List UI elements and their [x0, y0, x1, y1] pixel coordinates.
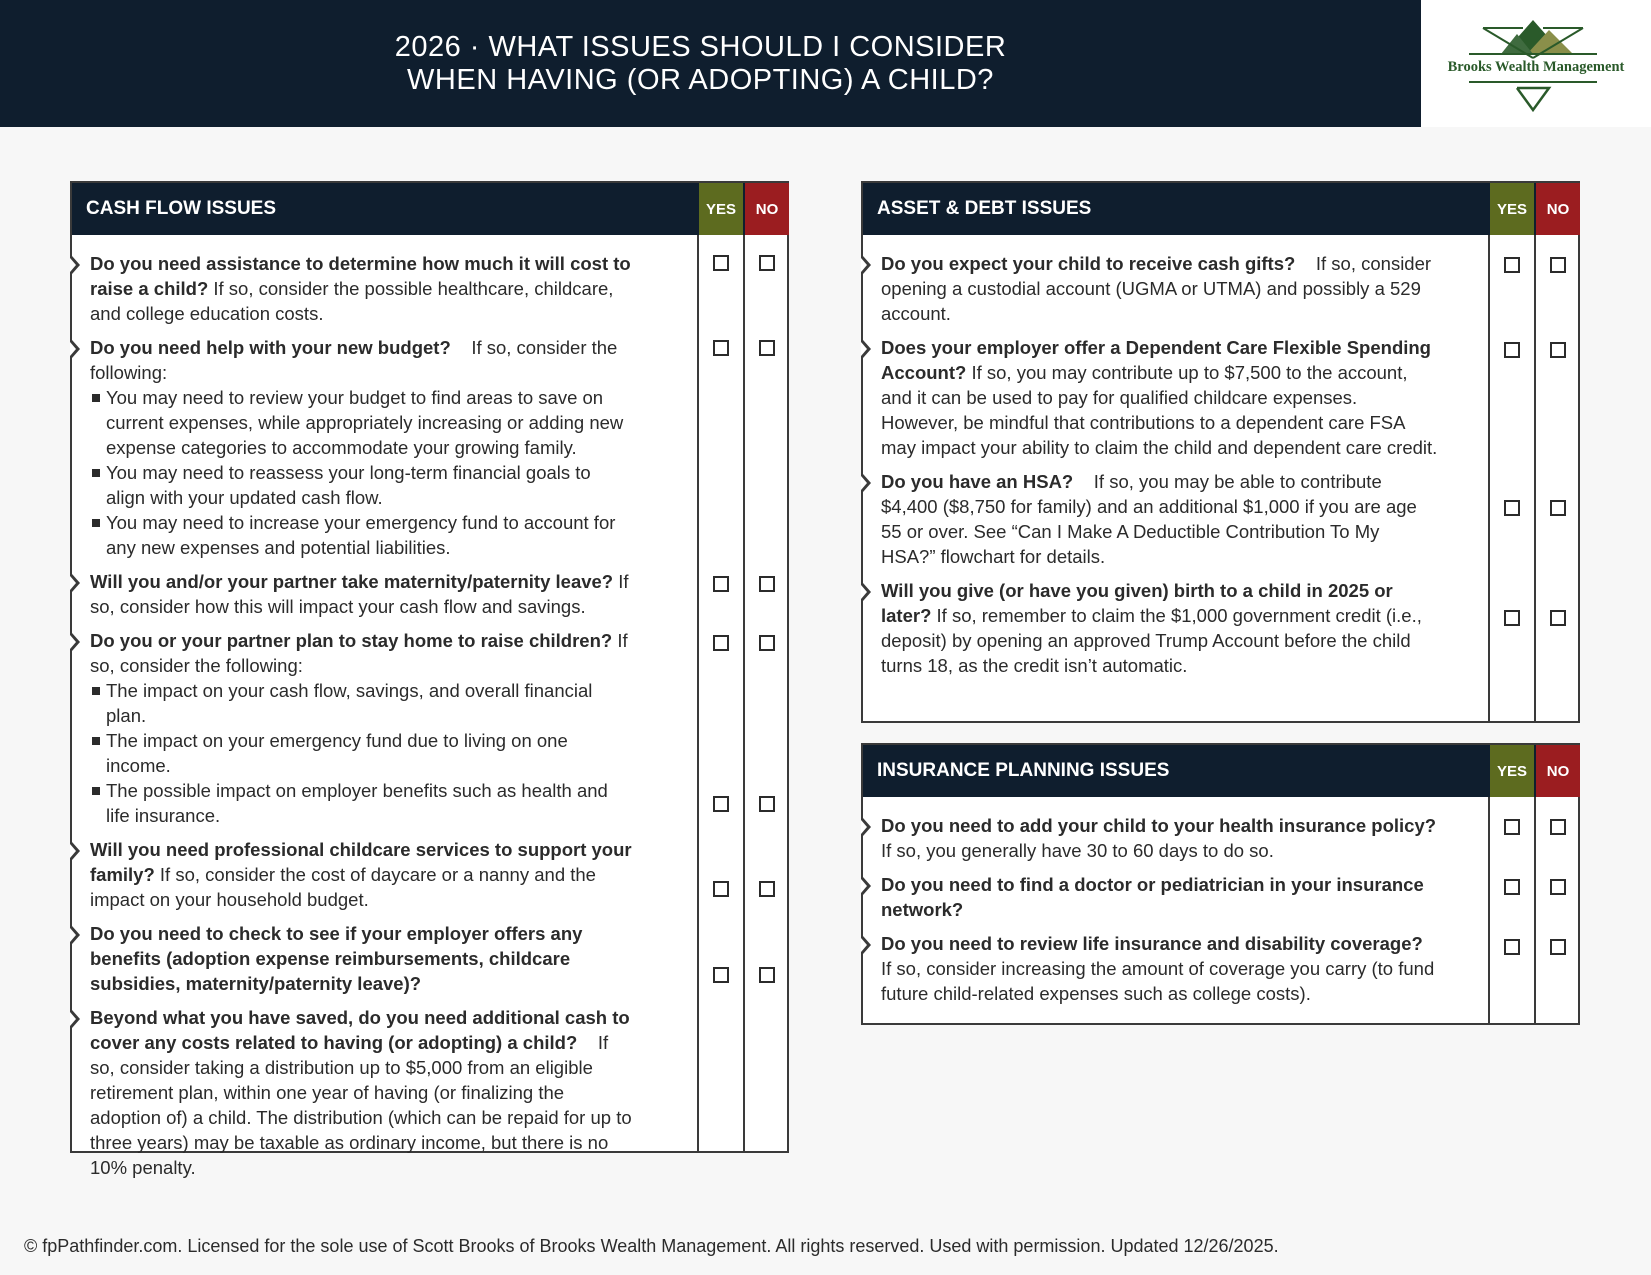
yes-checkbox[interactable]	[713, 255, 729, 271]
answer-hint: If so, consider taking a distribution up to $5,000 from an eligible retirement plan, within one year of having (or finalizing the adoption of) a child. The distribution (which can be repaid for up to three years) may be taxable as ordinary income, but there is no 10% penalty.	[90, 1032, 632, 1178]
no-checkbox[interactable]	[759, 340, 775, 356]
question-text: Beyond what you have saved, do you need additional cash to cover any costs related to having (or adopting) a child?	[90, 1007, 630, 1053]
question-text: Will you give (or have you given) birth to a child in 2025 or later?	[881, 580, 1393, 626]
bullet-item: The impact on your emergency fund due to living on one income.	[90, 728, 632, 778]
no-checkbox[interactable]	[759, 576, 775, 592]
answer-hint: If so, consider the following:	[90, 630, 628, 676]
bullet-item: The impact on your cash flow, savings, and overall financial plan.	[90, 678, 632, 728]
yes-checkbox[interactable]	[1504, 610, 1520, 626]
answer-hint: If so, consider the cost of daycare or a nanny and the impact on your household budget.	[90, 864, 596, 910]
question-text: Do you need to check to see if your employer offers any benefits (adoption expense reimbursements, childcare subsidies, maternity/paternity leave)?	[90, 923, 583, 994]
question-item	[863, 931, 1438, 1006]
cash-flow-header	[72, 183, 787, 235]
question-text: Do you need to review life insurance and disability coverage?	[881, 933, 1423, 954]
insurance-header	[863, 745, 1578, 797]
no-checkbox[interactable]	[1550, 819, 1566, 835]
panel-title: INSURANCE PLANNING ISSUES	[877, 760, 1170, 781]
panel-title: CASH FLOW ISSUES	[86, 198, 277, 219]
no-checkbox[interactable]	[1550, 610, 1566, 626]
no-column-header: NO	[745, 183, 789, 235]
bullet-item: You may need to reassess your long-term financial goals to align with your updated cash flow.	[90, 460, 632, 510]
cash-flow-panel	[70, 181, 789, 1178]
yes-checkbox[interactable]	[713, 796, 729, 812]
yes-checkbox[interactable]	[1504, 819, 1520, 835]
question-text: Will you need professional childcare services to support your family?	[90, 839, 632, 885]
question-text: Do you need assistance to determine how much it will cost to raise a child?	[90, 253, 631, 299]
no-column-header: NO	[1536, 183, 1580, 235]
company-logo	[1421, 0, 1651, 127]
answer-hint: If so, consider how this will impact your cash flow and savings.	[90, 571, 629, 617]
question-item	[72, 569, 632, 619]
no-checkbox[interactable]	[1550, 500, 1566, 516]
page-title-line2: WHEN HAVING (OR ADOPTING) A CHILD?	[407, 63, 994, 96]
page-title-line1: 2026 · WHAT ISSUES SHOULD I CONSIDER	[394, 30, 1007, 63]
answer-hint: If so, you may contribute up to $7,500 to the account, and it can be used to pay for qualified childcare expenses. However, be mindful that contributions to a dependent care FSA may impact your ability to claim the child and dependent care credit.	[881, 362, 1438, 458]
yes-checkbox[interactable]	[1504, 500, 1520, 516]
bullet-item: You may need to increase your emergency fund to account for any new expenses and potential liabilities.	[90, 510, 632, 560]
question-text: Do you need help with your new budget?	[90, 337, 451, 358]
yes-checkbox[interactable]	[1504, 342, 1520, 358]
page-header	[0, 0, 1421, 127]
no-checkbox[interactable]	[1550, 257, 1566, 273]
logo-text: Brooks Wealth Management	[1447, 59, 1625, 75]
no-checkbox[interactable]	[759, 967, 775, 983]
answer-hint: If so, consider the possible healthcare, childcare, and college education costs.	[90, 278, 614, 324]
question-item	[863, 813, 1438, 863]
question-item	[863, 251, 1438, 326]
question-item	[863, 335, 1438, 460]
yes-checkbox[interactable]	[1504, 939, 1520, 955]
yes-checkbox[interactable]	[713, 635, 729, 651]
question-text: Will you and/or your partner take maternity/paternity leave?	[90, 571, 614, 592]
yes-checkbox[interactable]	[713, 967, 729, 983]
no-checkbox[interactable]	[1550, 342, 1566, 358]
answer-hint: If so, consider increasing the amount of coverage you carry (to fund future child-related expenses such as college costs).	[881, 958, 1435, 1004]
question-item	[863, 578, 1438, 678]
answer-hint: If so, consider the following:	[90, 337, 618, 383]
question-text: Does your employer offer a Dependent Care Flexible Spending Account?	[881, 337, 1431, 383]
question-text: Do you have an HSA?	[881, 471, 1074, 492]
insurance-panel	[861, 743, 1580, 1025]
yes-column-header: YES	[699, 183, 743, 235]
question-text: Do you or your partner plan to stay home to raise children?	[90, 630, 613, 651]
no-checkbox[interactable]	[759, 635, 775, 651]
yes-checkbox[interactable]	[1504, 879, 1520, 895]
no-checkbox[interactable]	[1550, 939, 1566, 955]
question-item	[72, 1005, 632, 1180]
asset-debt-header	[863, 183, 1578, 235]
yes-checkbox[interactable]	[713, 340, 729, 356]
answer-hint: If so, consider opening a custodial account (UGMA or UTMA) and possibly a 529 account.	[881, 253, 1432, 324]
question-item	[72, 628, 632, 828]
question-item	[72, 921, 632, 996]
answer-hint: If so, you may be able to contribute $4,400 ($8,750 for family) and an additional $1,000 if you are age 55 or over. See “Can I Make A Deductible Contribution To My HSA?” flowchart for details.	[881, 471, 1417, 567]
question-item	[863, 469, 1438, 569]
question-item	[72, 251, 632, 326]
yes-checkbox[interactable]	[713, 576, 729, 592]
yes-checkbox[interactable]	[713, 881, 729, 897]
no-checkbox[interactable]	[759, 881, 775, 897]
question-item	[863, 872, 1438, 922]
answer-hint: If so, you generally have 30 to 60 days to do so.	[881, 840, 1274, 861]
panel-title: ASSET & DEBT ISSUES	[877, 198, 1092, 219]
bullet-item: The possible impact on employer benefits such as health and life insurance.	[90, 778, 632, 828]
no-column-header: NO	[1536, 745, 1580, 797]
question-item	[72, 335, 632, 560]
no-checkbox[interactable]	[1550, 879, 1566, 895]
yes-column-header: YES	[1490, 745, 1534, 797]
copyright-footer: © fpPathfinder.com. Licensed for the sole use of Scott Brooks of Brooks Wealth Management. All rights reserved. Used with permission. Updated 12/26/2025.	[24, 1236, 1279, 1256]
no-checkbox[interactable]	[759, 255, 775, 271]
yes-checkbox[interactable]	[1504, 257, 1520, 273]
question-item	[72, 837, 632, 912]
no-checkbox[interactable]	[759, 796, 775, 812]
yes-column-header: YES	[1490, 183, 1534, 235]
question-text: Do you need to find a doctor or pediatrician in your insurance network?	[881, 874, 1424, 920]
question-text: Do you expect your child to receive cash gifts?	[881, 253, 1296, 274]
asset-debt-panel	[861, 181, 1580, 723]
answer-hint: If so, remember to claim the $1,000 government credit (i.e., deposit) by opening an approved Trump Account before the child turns 18, as the credit isn’t automatic.	[881, 605, 1422, 676]
question-text: Do you need to add your child to your health insurance policy?	[881, 815, 1437, 836]
bullet-item: You may need to review your budget to find areas to save on current expenses, while appropriately increasing or adding new expense categories to accommodate your growing family.	[90, 385, 632, 460]
